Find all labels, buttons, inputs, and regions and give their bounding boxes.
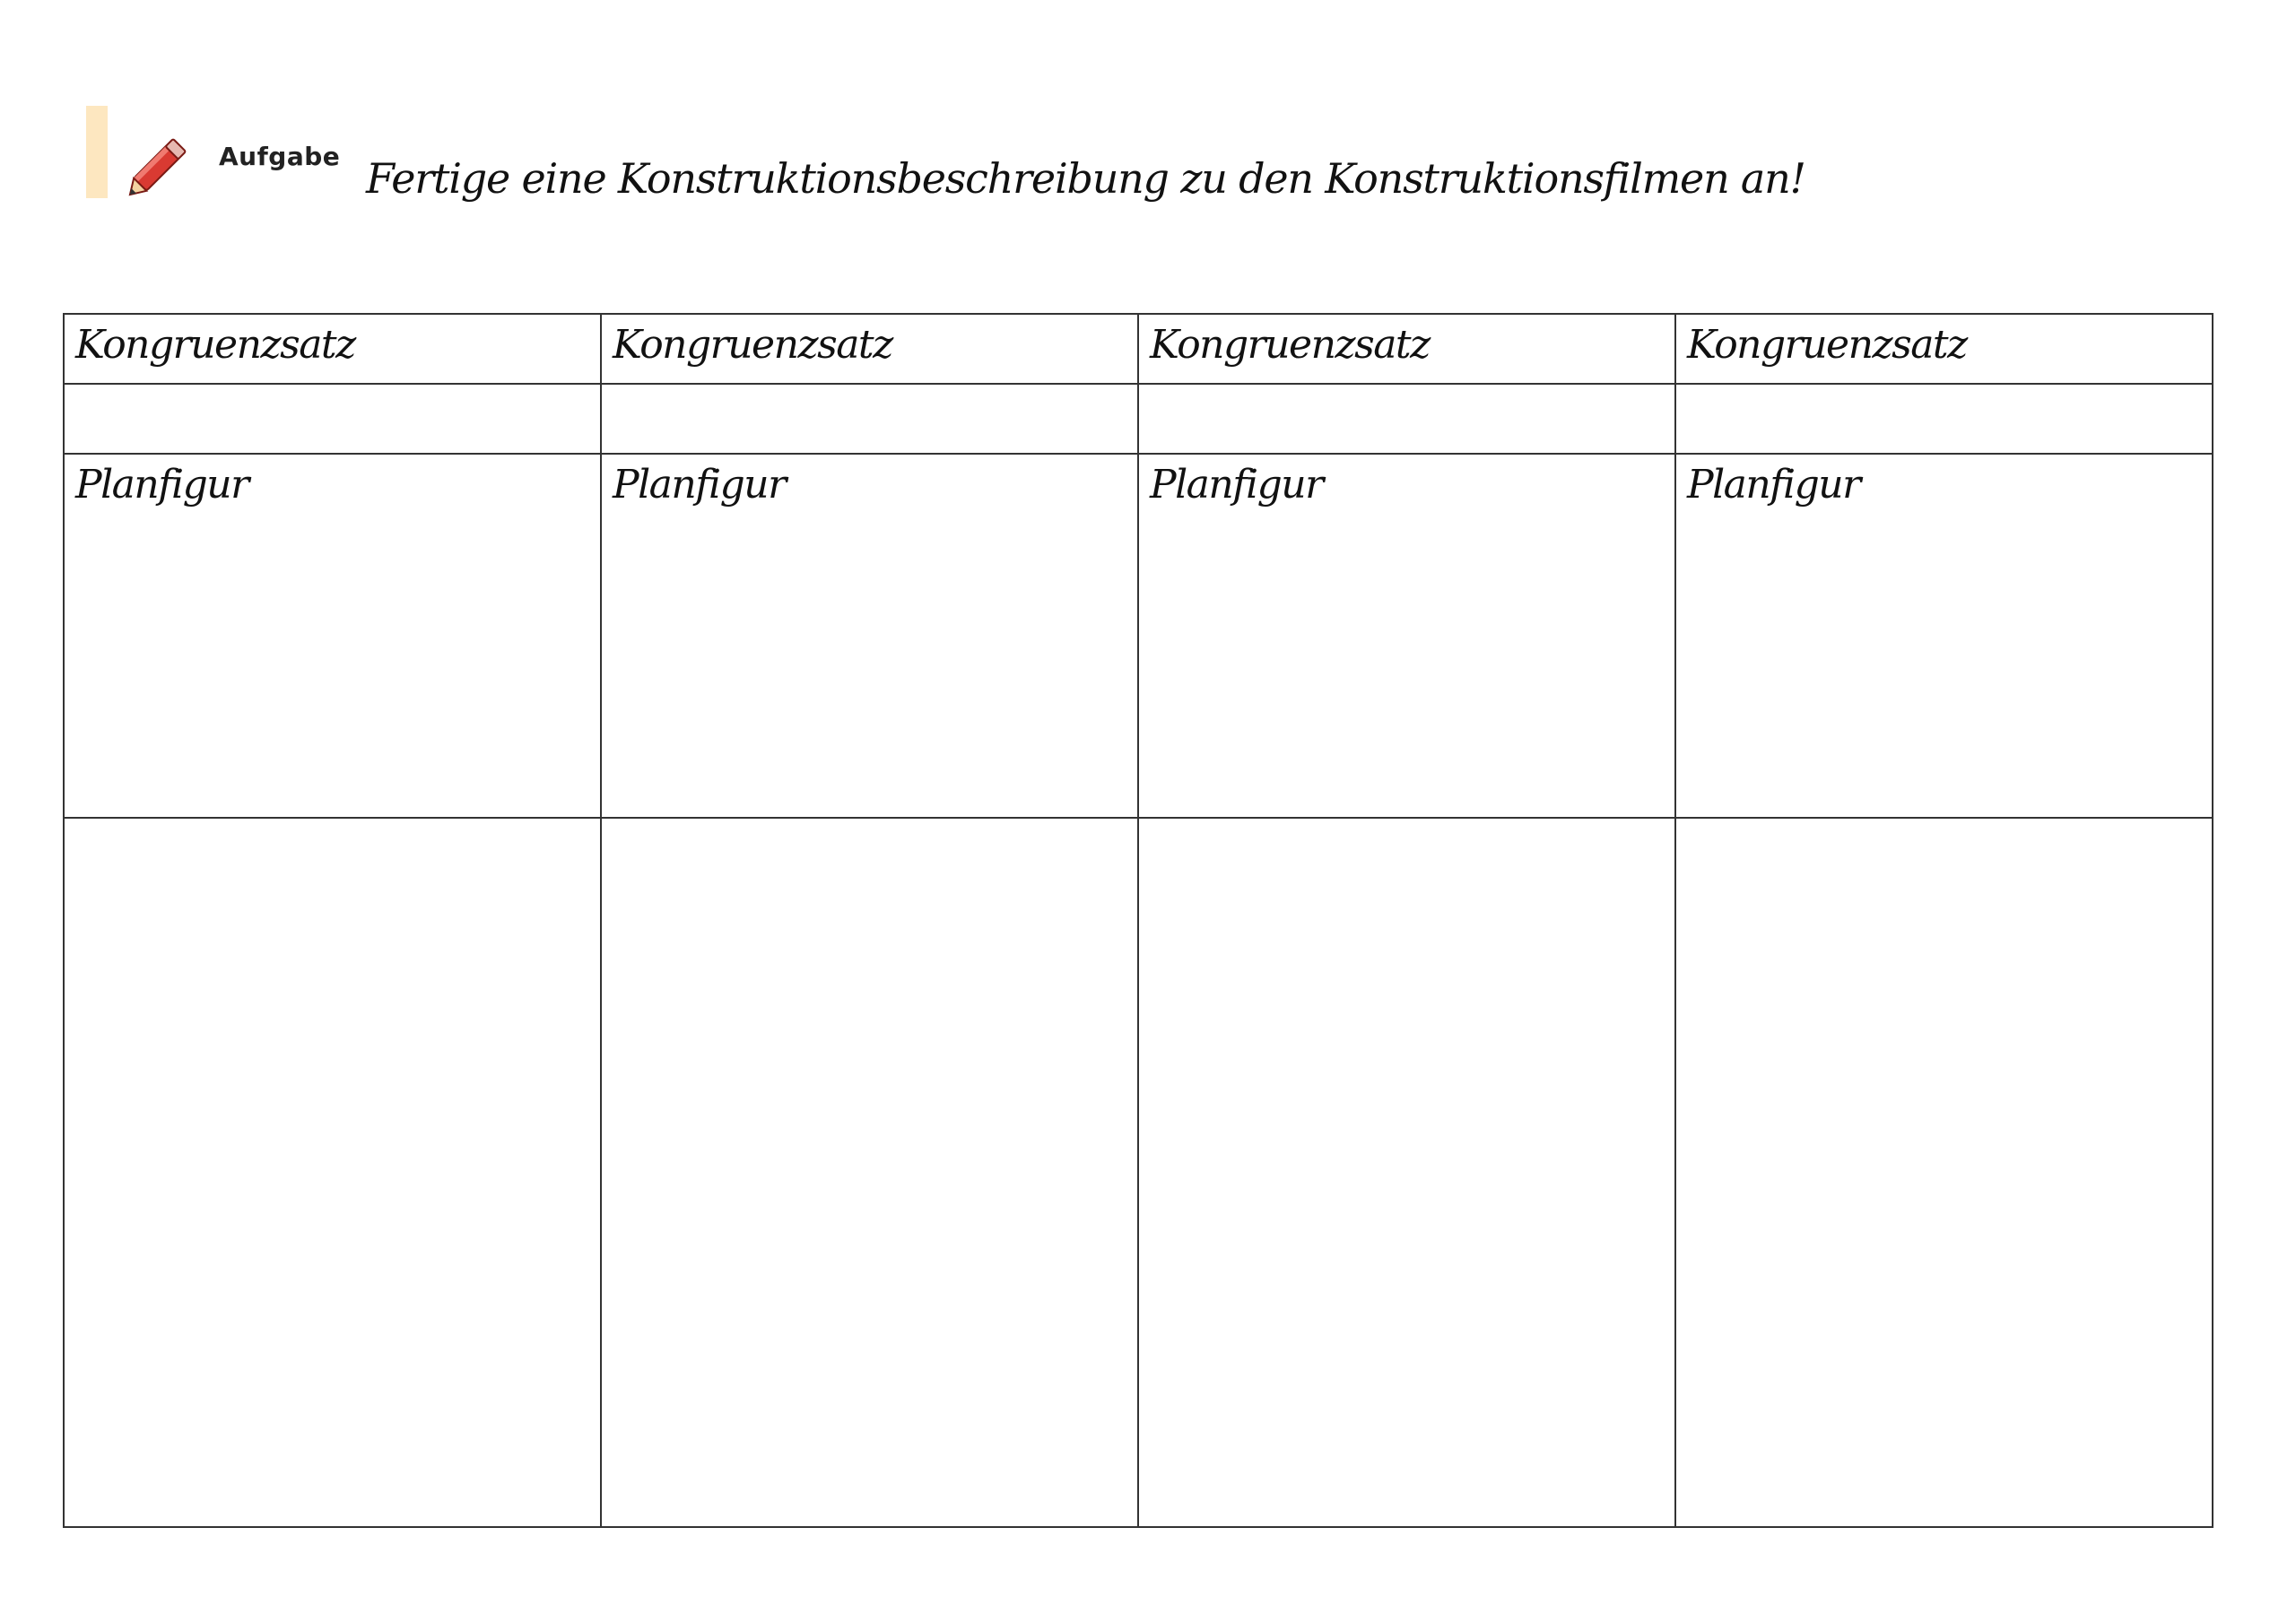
construction-description-cell bbox=[64, 818, 601, 1527]
congruence-theorem-label: Kongruenzsatz bbox=[613, 322, 892, 368]
figure-cell bbox=[1675, 454, 2213, 818]
task-accent-bar bbox=[86, 106, 108, 198]
construction-worksheet-table bbox=[63, 313, 2213, 1528]
construction-description-cell bbox=[1675, 818, 2213, 1527]
theorem-answer-cell bbox=[64, 384, 601, 454]
plan-figure-label: Planfigur bbox=[613, 462, 786, 508]
figure-cell bbox=[601, 454, 1138, 818]
theorem-answer-cell bbox=[1138, 384, 1675, 454]
construction-description-cell bbox=[601, 818, 1138, 1527]
congruence-theorem-label: Kongruenzsatz bbox=[1687, 322, 1967, 368]
heading-cell bbox=[601, 314, 1138, 384]
heading-cell bbox=[1138, 314, 1675, 384]
congruence-theorem-label: Kongruenzsatz bbox=[75, 322, 355, 368]
theorem-answer-row bbox=[64, 384, 2213, 454]
figure-cell bbox=[64, 454, 601, 818]
description-row bbox=[64, 818, 2213, 1527]
plan-figure-label: Planfigur bbox=[75, 462, 248, 508]
congruence-theorem-label: Kongruenzsatz bbox=[1150, 322, 1430, 368]
heading-cell bbox=[64, 314, 601, 384]
heading-row bbox=[64, 314, 2213, 384]
figure-row bbox=[64, 454, 2213, 818]
theorem-answer-cell bbox=[601, 384, 1138, 454]
plan-figure-label: Planfigur bbox=[1687, 462, 1860, 508]
task-instruction: Fertige eine Konstruktionsbeschreibung zu den Konstruktionsfilmen an! bbox=[366, 154, 1805, 203]
theorem-answer-cell bbox=[1675, 384, 2213, 454]
figure-cell bbox=[1138, 454, 1675, 818]
plan-figure-label: Planfigur bbox=[1150, 462, 1323, 508]
heading-cell bbox=[1675, 314, 2213, 384]
task-label: Aufgabe bbox=[219, 142, 341, 171]
pencil-icon bbox=[126, 126, 199, 199]
construction-description-cell bbox=[1138, 818, 1675, 1527]
